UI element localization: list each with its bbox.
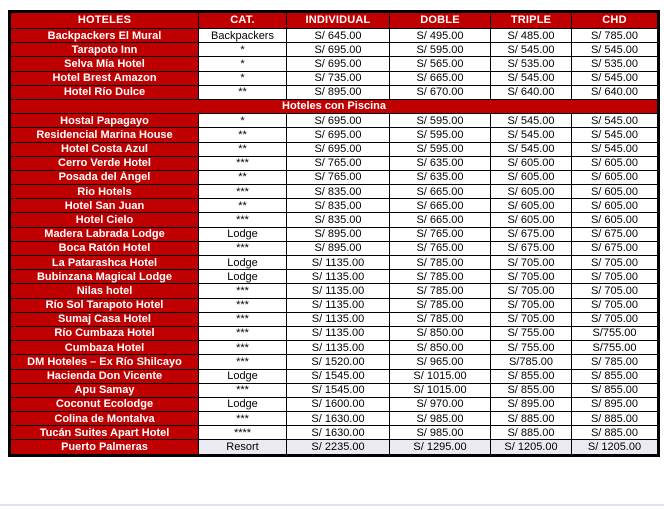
table-row — [10, 270, 659, 284]
category-cell: *** — [199, 213, 287, 227]
individual-price-cell: S/ 1545.00 — [287, 383, 390, 397]
individual-price-cell: S/ 765.00 — [287, 156, 390, 170]
hotel-name-cell: Coconut Ecolodge — [10, 397, 199, 411]
doble-price-cell: S/ 595.00 — [390, 43, 491, 57]
category-cell: *** — [199, 185, 287, 199]
chd-price-cell: S/ 545.00 — [572, 71, 659, 85]
hotel-name-cell: Cerro Verde Hotel — [10, 156, 199, 170]
category-cell: * — [199, 57, 287, 71]
chd-price-cell: S/755.00 — [572, 341, 659, 355]
individual-price-cell: S/ 835.00 — [287, 185, 390, 199]
chd-price-cell: S/ 605.00 — [572, 170, 659, 184]
doble-price-cell: S/ 635.00 — [390, 170, 491, 184]
hotel-name-cell: Tarapoto Inn — [10, 43, 199, 57]
doble-price-cell: S/ 665.00 — [390, 71, 491, 85]
table-row — [10, 170, 659, 184]
table-row — [10, 213, 659, 227]
category-cell: *** — [199, 156, 287, 170]
individual-price-cell: S/ 835.00 — [287, 213, 390, 227]
individual-price-cell: S/ 1135.00 — [287, 312, 390, 326]
triple-price-cell: S/ 605.00 — [491, 170, 572, 184]
individual-price-cell: S/ 895.00 — [287, 241, 390, 255]
individual-price-cell: S/ 1600.00 — [287, 397, 390, 411]
hotel-name-cell: Madera Labrada Lodge — [10, 227, 199, 241]
hotel-name-cell: Boca Ratón Hotel — [10, 241, 199, 255]
category-cell: ** — [199, 128, 287, 142]
doble-price-cell: S/ 595.00 — [390, 142, 491, 156]
triple-price-cell: S/ 755.00 — [491, 326, 572, 340]
section-header-row — [10, 99, 659, 113]
slide-edge-line — [0, 504, 664, 506]
triple-price-cell: S/ 535.00 — [491, 57, 572, 71]
individual-price-cell: S/ 1630.00 — [287, 412, 390, 426]
category-cell: * — [199, 71, 287, 85]
triple-price-cell: S/ 545.00 — [491, 142, 572, 156]
table-row — [10, 284, 659, 298]
triple-price-cell: S/ 755.00 — [491, 341, 572, 355]
hotel-name-cell: Río Sol Tarapoto Hotel — [10, 298, 199, 312]
chd-price-cell: S/ 605.00 — [572, 156, 659, 170]
chd-price-cell: S/ 605.00 — [572, 185, 659, 199]
chd-price-cell: S/ 605.00 — [572, 213, 659, 227]
doble-price-cell: S/ 965.00 — [390, 355, 491, 369]
triple-price-cell: S/ 605.00 — [491, 199, 572, 213]
column-header-cat: CAT. — [199, 12, 287, 29]
chd-price-cell: S/ 785.00 — [572, 355, 659, 369]
category-cell: ** — [199, 170, 287, 184]
individual-price-cell: S/ 1545.00 — [287, 369, 390, 383]
chd-price-cell: S/ 855.00 — [572, 369, 659, 383]
hotel-name-cell: Rio Hotels — [10, 185, 199, 199]
chd-price-cell: S/ 675.00 — [572, 241, 659, 255]
hotel-name-cell: Hotel Brest Amazon — [10, 71, 199, 85]
triple-price-cell: S/ 705.00 — [491, 312, 572, 326]
triple-price-cell: S/785.00 — [491, 355, 572, 369]
category-cell: *** — [199, 383, 287, 397]
table-row — [10, 85, 659, 99]
chd-price-cell: S/ 705.00 — [572, 312, 659, 326]
hotel-name-cell: Nilas hotel — [10, 284, 199, 298]
category-cell: *** — [199, 326, 287, 340]
hotel-name-cell: Hotel Costa Azul — [10, 142, 199, 156]
table-row — [10, 440, 659, 455]
chd-price-cell: S/ 705.00 — [572, 256, 659, 270]
chd-price-cell: S/ 705.00 — [572, 298, 659, 312]
category-cell: Resort — [199, 440, 287, 455]
category-cell: Lodge — [199, 227, 287, 241]
table-row — [10, 341, 659, 355]
individual-price-cell: S/ 645.00 — [287, 29, 390, 43]
hotel-name-cell: Hotel San Juan — [10, 199, 199, 213]
chd-price-cell: S/ 885.00 — [572, 426, 659, 440]
individual-price-cell: S/ 695.00 — [287, 43, 390, 57]
hotel-name-cell: La Patarashca Hotel — [10, 256, 199, 270]
hotel-name-cell: Residencial Marina House — [10, 128, 199, 142]
category-cell: *** — [199, 241, 287, 255]
individual-price-cell: S/ 895.00 — [287, 85, 390, 99]
triple-price-cell: S/ 675.00 — [491, 241, 572, 255]
table-row — [10, 383, 659, 397]
individual-price-cell: S/ 1135.00 — [287, 270, 390, 284]
individual-price-cell: S/ 1520.00 — [287, 355, 390, 369]
triple-price-cell: S/ 545.00 — [491, 43, 572, 57]
individual-price-cell: S/ 835.00 — [287, 199, 390, 213]
hotel-name-cell: Río Cumbaza Hotel — [10, 326, 199, 340]
table-row — [10, 369, 659, 383]
triple-price-cell: S/ 705.00 — [491, 298, 572, 312]
hotel-name-cell: Hacienda Don Vicente — [10, 369, 199, 383]
column-header-hoteles: HOTELES — [10, 12, 199, 29]
chd-price-cell: S/ 545.00 — [572, 142, 659, 156]
category-cell: * — [199, 114, 287, 128]
triple-price-cell: S/ 485.00 — [491, 29, 572, 43]
table-row — [10, 185, 659, 199]
doble-price-cell: S/ 765.00 — [390, 241, 491, 255]
chd-price-cell: S/ 605.00 — [572, 199, 659, 213]
doble-price-cell: S/ 785.00 — [390, 312, 491, 326]
doble-price-cell: S/ 850.00 — [390, 341, 491, 355]
category-cell: *** — [199, 312, 287, 326]
chd-price-cell: S/755.00 — [572, 326, 659, 340]
triple-price-cell: S/ 705.00 — [491, 256, 572, 270]
triple-price-cell: S/ 545.00 — [491, 71, 572, 85]
table-body — [10, 29, 659, 456]
chd-price-cell: S/ 675.00 — [572, 227, 659, 241]
category-cell: * — [199, 43, 287, 57]
table-row — [10, 71, 659, 85]
triple-price-cell: S/ 855.00 — [491, 369, 572, 383]
table-row — [10, 199, 659, 213]
doble-price-cell: S/ 635.00 — [390, 156, 491, 170]
table-row — [10, 326, 659, 340]
hotel-name-cell: Bubinzana Magical Lodge — [10, 270, 199, 284]
hotel-price-table — [8, 10, 660, 457]
individual-price-cell: S/ 695.00 — [287, 114, 390, 128]
hotel-name-cell: Selva Mía Hotel — [10, 57, 199, 71]
individual-price-cell: S/ 1135.00 — [287, 256, 390, 270]
table-row — [10, 397, 659, 411]
doble-price-cell: S/ 1015.00 — [390, 383, 491, 397]
doble-price-cell: S/ 1295.00 — [390, 440, 491, 455]
triple-price-cell: S/ 705.00 — [491, 270, 572, 284]
individual-price-cell: S/ 1135.00 — [287, 298, 390, 312]
hotel-name-cell: Posada del Ángel — [10, 170, 199, 184]
triple-price-cell: S/ 640.00 — [491, 85, 572, 99]
triple-price-cell: S/ 885.00 — [491, 412, 572, 426]
doble-price-cell: S/ 985.00 — [390, 412, 491, 426]
individual-price-cell: S/ 1630.00 — [287, 426, 390, 440]
category-cell: Lodge — [199, 397, 287, 411]
category-cell: Backpackers — [199, 29, 287, 43]
column-header-chd: CHD — [572, 12, 659, 29]
table-row — [10, 227, 659, 241]
table-row — [10, 43, 659, 57]
triple-price-cell: S/ 605.00 — [491, 185, 572, 199]
hotel-name-cell: Hotel Cielo — [10, 213, 199, 227]
category-cell: ** — [199, 199, 287, 213]
doble-price-cell: S/ 785.00 — [390, 270, 491, 284]
category-cell: ** — [199, 142, 287, 156]
doble-price-cell: S/ 595.00 — [390, 114, 491, 128]
category-cell: Lodge — [199, 256, 287, 270]
doble-price-cell: S/ 495.00 — [390, 29, 491, 43]
doble-price-cell: S/ 565.00 — [390, 57, 491, 71]
table-row — [10, 256, 659, 270]
section-title: Hoteles con Piscina — [10, 99, 659, 113]
hotel-name-cell: Hostal Papagayo — [10, 114, 199, 128]
table-row — [10, 426, 659, 440]
doble-price-cell: S/ 595.00 — [390, 128, 491, 142]
individual-price-cell: S/ 695.00 — [287, 57, 390, 71]
category-cell: *** — [199, 412, 287, 426]
triple-price-cell: S/ 675.00 — [491, 227, 572, 241]
hotel-name-cell: Sumaj Casa Hotel — [10, 312, 199, 326]
category-cell: *** — [199, 341, 287, 355]
chd-price-cell: S/ 855.00 — [572, 383, 659, 397]
table-row — [10, 298, 659, 312]
header-row — [10, 12, 659, 29]
category-cell: **** — [199, 426, 287, 440]
chd-price-cell: S/ 545.00 — [572, 43, 659, 57]
hotel-name-cell: Hotel Río Dulce — [10, 85, 199, 99]
chd-price-cell: S/ 885.00 — [572, 412, 659, 426]
hotel-name-cell: Apu Samay — [10, 383, 199, 397]
category-cell: *** — [199, 298, 287, 312]
doble-price-cell: S/ 670.00 — [390, 85, 491, 99]
table-row — [10, 241, 659, 255]
table-row — [10, 142, 659, 156]
doble-price-cell: S/ 785.00 — [390, 256, 491, 270]
chd-price-cell: S/ 785.00 — [572, 29, 659, 43]
individual-price-cell: S/ 2235.00 — [287, 440, 390, 455]
triple-price-cell: S/ 545.00 — [491, 114, 572, 128]
table-row — [10, 312, 659, 326]
column-header-individual: INDIVIDUAL — [287, 12, 390, 29]
doble-price-cell: S/ 785.00 — [390, 284, 491, 298]
triple-price-cell: S/ 885.00 — [491, 426, 572, 440]
doble-price-cell: S/ 850.00 — [390, 326, 491, 340]
column-header-doble: DOBLE — [390, 12, 491, 29]
doble-price-cell: S/ 970.00 — [390, 397, 491, 411]
chd-price-cell: S/ 535.00 — [572, 57, 659, 71]
hotel-name-cell: Tucán Suites Apart Hotel — [10, 426, 199, 440]
individual-price-cell: S/ 1135.00 — [287, 341, 390, 355]
chd-price-cell: S/ 1205.00 — [572, 440, 659, 455]
table-row — [10, 114, 659, 128]
hotel-name-cell: Puerto Palmeras — [10, 440, 199, 455]
doble-price-cell: S/ 985.00 — [390, 426, 491, 440]
individual-price-cell: S/ 695.00 — [287, 142, 390, 156]
triple-price-cell: S/ 1205.00 — [491, 440, 572, 455]
hotel-name-cell: Cumbaza Hotel — [10, 341, 199, 355]
doble-price-cell: S/ 665.00 — [390, 185, 491, 199]
individual-price-cell: S/ 895.00 — [287, 227, 390, 241]
table-row — [10, 128, 659, 142]
triple-price-cell: S/ 605.00 — [491, 213, 572, 227]
table-row — [10, 355, 659, 369]
triple-price-cell: S/ 895.00 — [491, 397, 572, 411]
table-row — [10, 29, 659, 43]
doble-price-cell: S/ 665.00 — [390, 199, 491, 213]
hotel-name-cell: Colina de Montalva — [10, 412, 199, 426]
table-row — [10, 412, 659, 426]
category-cell: ** — [199, 85, 287, 99]
chd-price-cell: S/ 895.00 — [572, 397, 659, 411]
chd-price-cell: S/ 705.00 — [572, 270, 659, 284]
column-header-triple: TRIPLE — [491, 12, 572, 29]
individual-price-cell: S/ 735.00 — [287, 71, 390, 85]
doble-price-cell: S/ 785.00 — [390, 298, 491, 312]
individual-price-cell: S/ 1135.00 — [287, 284, 390, 298]
chd-price-cell: S/ 640.00 — [572, 85, 659, 99]
hotel-name-cell: DM Hoteles – Ex Río Shilcayo — [10, 355, 199, 369]
individual-price-cell: S/ 1135.00 — [287, 326, 390, 340]
doble-price-cell: S/ 1015.00 — [390, 369, 491, 383]
category-cell: Lodge — [199, 270, 287, 284]
chd-price-cell: S/ 545.00 — [572, 128, 659, 142]
category-cell: Lodge — [199, 369, 287, 383]
category-cell: *** — [199, 355, 287, 369]
table-row — [10, 57, 659, 71]
individual-price-cell: S/ 695.00 — [287, 128, 390, 142]
doble-price-cell: S/ 765.00 — [390, 227, 491, 241]
triple-price-cell: S/ 605.00 — [491, 156, 572, 170]
doble-price-cell: S/ 665.00 — [390, 213, 491, 227]
category-cell: *** — [199, 284, 287, 298]
triple-price-cell: S/ 855.00 — [491, 383, 572, 397]
triple-price-cell: S/ 545.00 — [491, 128, 572, 142]
table-row — [10, 156, 659, 170]
chd-price-cell: S/ 545.00 — [572, 114, 659, 128]
chd-price-cell: S/ 705.00 — [572, 284, 659, 298]
individual-price-cell: S/ 765.00 — [287, 170, 390, 184]
triple-price-cell: S/ 705.00 — [491, 284, 572, 298]
hotel-name-cell: Backpackers El Mural — [10, 29, 199, 43]
